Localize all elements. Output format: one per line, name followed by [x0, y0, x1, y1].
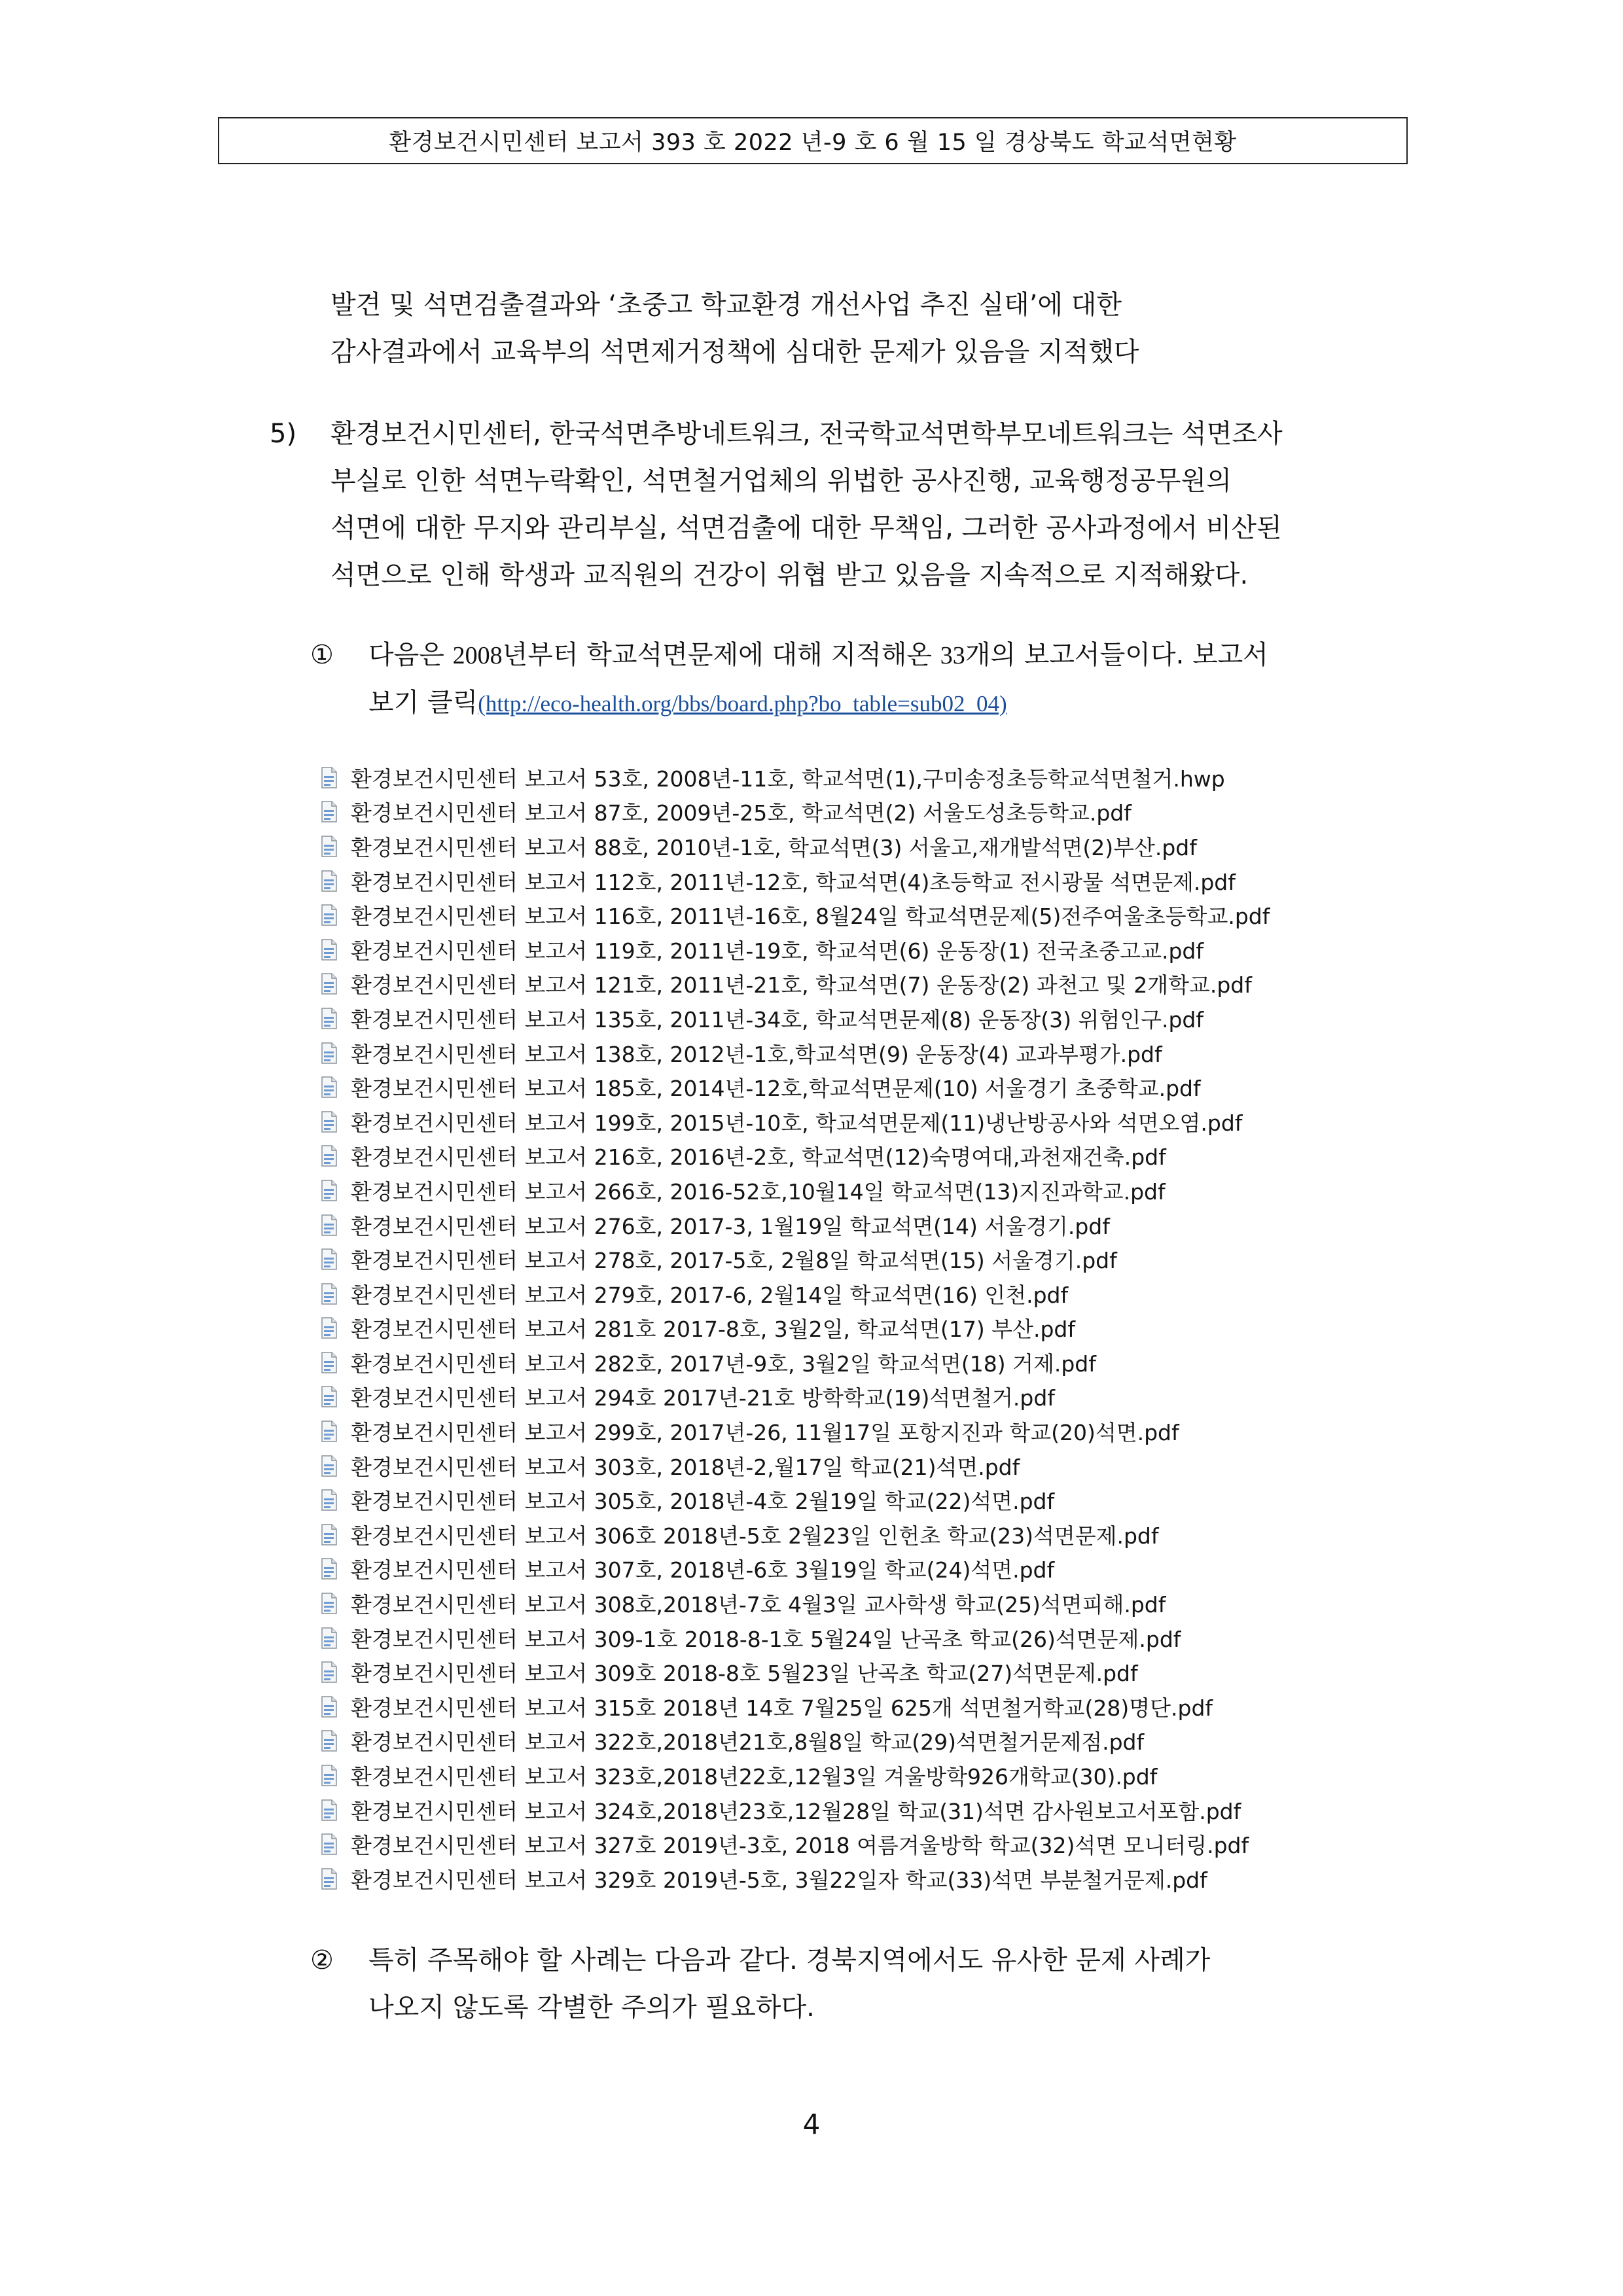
- item-5-line-4: 석면으로 인해 학생과 교직원의 건강이 위협 받고 있음을 지속적으로 지적해왔다.: [330, 560, 1249, 590]
- document-file-icon: [321, 1765, 338, 1786]
- report-file-name: 환경보건시민센터 보고서 309-1호 2018-8-1호 5월24일 난곡초 학교(26)석면문제.pdf: [351, 1626, 1181, 1652]
- document-file-icon: [321, 1593, 338, 1614]
- intro-paragraph: [330, 281, 1139, 376]
- report-file-item[interactable]: [321, 1793, 1381, 1828]
- document-file-icon: [321, 1008, 338, 1029]
- document-file-icon: [321, 1489, 338, 1511]
- report-file-name: 환경보건시민센터 보고서 135호, 2011년-34호, 학교석면문제(8) 운동장(3) 위험인구.pdf: [351, 1006, 1204, 1033]
- page-number: 4: [802, 2108, 821, 2140]
- report-file-item[interactable]: [321, 1414, 1381, 1449]
- report-file-name: 환경보건시민센터 보고서 315호 2018년 14호 7월25일 625개 석면철거학교(28)명단.pdf: [351, 1695, 1213, 1721]
- report-file-name: 환경보건시민센터 보고서 276호, 2017-3, 1월19일 학교석면(14) 서울경기.pdf: [351, 1213, 1110, 1239]
- report-file-name: 환경보건시민센터 보고서 324호,2018년23호,12월28일 학교(31)석면 감사원보고서포함.pdf: [351, 1798, 1241, 1824]
- document-file-icon: [321, 1868, 338, 1890]
- item-5-number: 5): [270, 419, 297, 449]
- document-file-icon: [321, 973, 338, 995]
- document-file-icon: [321, 1833, 338, 1855]
- report-file-name: 환경보건시민센터 보고서 279호, 2017-6, 2월14일 학교석면(16) 인천.pdf: [351, 1282, 1069, 1308]
- report-file-name: 환경보건시민센터 보고서 138호, 2012년-1호,학교석면(9) 운동장(4) 교과부평가.pdf: [351, 1041, 1162, 1067]
- sub-item-2-line-1: 특히 주목해야 할 사례는 다음과 같다. 경북지역에서도 유사한 문제 사례가: [368, 1945, 1211, 1975]
- report-file-name: 환경보건시민센터 보고서 121호, 2011년-21호, 학교석면(7) 운동장(2) 과천고 및 2개학교.pdf: [351, 972, 1252, 998]
- report-file-item[interactable]: [321, 898, 1381, 932]
- report-file-name: 환경보건시민센터 보고서 116호, 2011년-16호, 8월24일 학교석면문제(5)전주여울초등학교.pdf: [351, 904, 1270, 930]
- report-file-name: 환경보건시민센터 보고서 216호, 2016년-2호, 학교석면(12)숙명여대,과천재건축.pdf: [351, 1144, 1166, 1171]
- report-file-name: 환경보건시민센터 보고서 294호 2017년-21호 방학학교(19)석면철거.pdf: [351, 1385, 1055, 1411]
- sub-item-1-count: 33: [940, 642, 965, 669]
- report-file-item[interactable]: [321, 1173, 1381, 1208]
- report-file-item[interactable]: [321, 1311, 1381, 1346]
- sub-item-1-marker: ①: [310, 640, 334, 670]
- report-file-item[interactable]: [321, 1277, 1381, 1311]
- document-file-icon: [321, 1799, 338, 1821]
- document-file-icon: [321, 1455, 338, 1477]
- report-file-name: 환경보건시민센터 보고서 303호, 2018년-2,월17일 학교(21)석면.pdf: [351, 1454, 1020, 1480]
- report-file-item[interactable]: [321, 1104, 1381, 1139]
- report-file-item[interactable]: [321, 1586, 1381, 1621]
- report-file-item[interactable]: [321, 1380, 1381, 1415]
- document-file-icon: [321, 1696, 338, 1718]
- report-file-item[interactable]: [321, 1208, 1381, 1243]
- document-file-icon: [321, 870, 338, 892]
- sub-item-2-paragraph: [368, 1937, 1210, 2031]
- document-file-icon: [321, 1627, 338, 1649]
- sub-item-1-line-1: [368, 631, 1268, 679]
- report-file-name: 환경보건시민센터 보고서 185호, 2014년-12호,학교석면문제(10) 서울경기 초중학교.pdf: [351, 1076, 1201, 1102]
- sub-item-1-paragraph: [368, 631, 1268, 728]
- sub-item-1-year: 2008: [452, 642, 503, 669]
- document-file-icon: [321, 801, 338, 822]
- sub-item-2-marker: ②: [310, 1945, 334, 1975]
- document-file-icon: [321, 1145, 338, 1167]
- item-5-line-1: 환경보건시민센터, 한국석면추방네트워크, 전국학교석면학부모네트워크는 석면조사: [330, 419, 1283, 449]
- document-file-icon: [321, 1421, 338, 1442]
- report-file-name: 환경보건시민센터 보고서 53호, 2008년-11호, 학교석면(1),구미송정초등학교석면철거.hwp: [351, 766, 1225, 792]
- document-file-icon: [321, 1042, 338, 1064]
- item-5-paragraph: [330, 410, 1283, 599]
- report-file-item[interactable]: [321, 760, 1381, 795]
- report-file-item[interactable]: [321, 932, 1381, 967]
- report-file-item[interactable]: [321, 1001, 1381, 1036]
- report-file-name: 환경보건시민센터 보고서 306호 2018년-5호 2월23일 인헌초 학교(23)석면문제.pdf: [351, 1523, 1159, 1549]
- report-file-name: 환경보건시민센터 보고서 87호, 2009년-25호, 학교석면(2) 서울도성초등학교.pdf: [351, 800, 1132, 826]
- item-5-line-3: 석면에 대한 무지와 관리부실, 석면검출에 대한 무책임, 그러한 공사과정에서 비산된: [330, 513, 1282, 543]
- report-file-name: 환경보건시민센터 보고서 112호, 2011년-12호, 학교석면(4)초등학교 전시광물 석면문제.pdf: [351, 869, 1236, 895]
- report-file-item[interactable]: [321, 967, 1381, 1002]
- report-file-name: 환경보건시민센터 보고서 327호 2019년-3호, 2018 여름겨울방학 학교(32)석면 모니터링.pdf: [351, 1833, 1249, 1859]
- report-file-item[interactable]: [321, 1139, 1381, 1174]
- document-file-icon: [321, 836, 338, 857]
- report-file-item[interactable]: [321, 1862, 1381, 1896]
- report-file-item[interactable]: [321, 864, 1381, 898]
- report-file-item[interactable]: [321, 1758, 1381, 1793]
- report-file-name: 환경보건시민센터 보고서 307호, 2018년-6호 3월19일 학교(24)석면.pdf: [351, 1557, 1055, 1583]
- document-file-icon: [321, 1214, 338, 1236]
- report-file-item[interactable]: [321, 1827, 1381, 1862]
- report-file-item[interactable]: [321, 1483, 1381, 1517]
- report-file-name: 환경보건시민센터 보고서 88호, 2010년-1호, 학교석면(3) 서울고,재개발석면(2)부산.pdf: [351, 834, 1197, 860]
- sub-item-1-click-text: 보기 클릭: [368, 688, 478, 718]
- document-file-icon: [321, 1076, 338, 1098]
- report-file-name: 환경보건시민센터 보고서 278호, 2017-5호, 2월8일 학교석면(15) 서울경기.pdf: [351, 1248, 1117, 1274]
- report-file-item[interactable]: [321, 1552, 1381, 1587]
- document-file-icon: [321, 1317, 338, 1339]
- report-file-item[interactable]: [321, 1345, 1381, 1380]
- document-file-icon: [321, 767, 338, 788]
- report-file-name: 환경보건시민센터 보고서 266호, 2016-52호,10월14일 학교석면(13)지진과학교.pdf: [351, 1178, 1166, 1205]
- intro-line-2: 감사결과에서 교육부의 석면제거정책에 심대한 문제가 있음을 지적했다: [330, 337, 1139, 367]
- document-file-icon: [321, 1386, 338, 1407]
- running-header-text: 환경보건시민센터 보고서 393 호 2022 년-9 호 6 월 15 일 경상북도 학교석면현황: [389, 130, 1237, 156]
- report-file-item[interactable]: [321, 829, 1381, 864]
- document-file-icon: [321, 1661, 338, 1683]
- report-file-name: 환경보건시민센터 보고서 323호,2018년22호,12월3일 겨울방학926개학교(30).pdf: [351, 1764, 1158, 1790]
- report-file-name: 환경보건시민센터 보고서 281호 2017-8호, 3월2일, 학교석면(17) 부산.pdf: [351, 1316, 1075, 1343]
- report-file-name: 환경보건시민센터 보고서 329호 2019년-5호, 3월22일자 학교(33)석면 부분철거문제.pdf: [351, 1867, 1207, 1893]
- document-file-icon: [321, 1558, 338, 1580]
- intro-line-1: 발견 및 석면검출결과와 ‘초중고 학교환경 개선사업 추진 실태’에 대한: [330, 290, 1122, 320]
- report-file-item[interactable]: [321, 1036, 1381, 1070]
- report-file-item[interactable]: [321, 1689, 1381, 1724]
- document-file-icon: [321, 1111, 338, 1133]
- document-file-icon: [321, 904, 338, 926]
- document-file-icon: [321, 939, 338, 961]
- report-file-item[interactable]: [321, 1621, 1381, 1655]
- report-file-item[interactable]: [321, 1242, 1381, 1277]
- document-file-icon: [321, 1283, 338, 1305]
- report-file-name: 환경보건시민센터 보고서 199호, 2015년-10호, 학교석면문제(11)냉난방공사와 석면오염.pdf: [351, 1110, 1243, 1136]
- report-file-item[interactable]: [321, 1449, 1381, 1483]
- document-file-icon: [321, 1352, 338, 1373]
- report-file-item[interactable]: [321, 1070, 1381, 1104]
- document-file-icon: [321, 1248, 338, 1270]
- report-file-name: 환경보건시민센터 보고서 305호, 2018년-4호 2월19일 학교(22)석면.pdf: [351, 1489, 1055, 1515]
- report-file-name: 환경보건시민센터 보고서 309호 2018-8호 5월23일 난곡초 학교(27)석면문제.pdf: [351, 1661, 1138, 1687]
- sub-item-1-text-c: 개의 보고서들이다. 보고서: [965, 640, 1268, 670]
- sub-item-1-line-2: [368, 679, 1268, 728]
- document-file-icon: [321, 1180, 338, 1201]
- report-file-name: 환경보건시민센터 보고서 308호,2018년-7호 4월3일 교사학생 학교(25)석면피해.pdf: [351, 1592, 1166, 1618]
- reports-board-link[interactable]: (http://eco-health.org/bbs/board.php?bo_table=sub02_04): [478, 691, 1007, 716]
- running-header: [218, 117, 1408, 164]
- report-file-item[interactable]: [321, 795, 1381, 830]
- report-file-item[interactable]: [321, 1517, 1381, 1552]
- report-file-name: 환경보건시민센터 보고서 282호, 2017년-9호, 3월2일 학교석면(18) 거제.pdf: [351, 1351, 1096, 1377]
- report-file-list: [321, 760, 1381, 1896]
- sub-item-2-line-2: 나오지 않도록 각별한 주의가 필요하다.: [368, 1992, 815, 2022]
- report-file-item[interactable]: [321, 1655, 1381, 1689]
- report-file-name: 환경보건시민센터 보고서 322호,2018년21호,8월8일 학교(29)석면철거문제점.pdf: [351, 1729, 1145, 1756]
- document-file-icon: [321, 1524, 338, 1545]
- sub-item-1-text-b: 년부터 학교석면문제에 대해 지적해온: [502, 640, 940, 670]
- sub-item-1-text-a: 다음은: [368, 640, 453, 670]
- report-file-name: 환경보건시민센터 보고서 299호, 2017년-26, 11월17일 포항지진과 학교(20)석면.pdf: [351, 1420, 1179, 1446]
- report-file-name: 환경보건시민센터 보고서 119호, 2011년-19호, 학교석면(6) 운동장(1) 전국초중고교.pdf: [351, 938, 1204, 964]
- report-file-item[interactable]: [321, 1724, 1381, 1759]
- item-5-line-2: 부실로 인한 석면누락확인, 석면철거업체의 위법한 공사진행, 교육행정공무원의: [330, 466, 1232, 496]
- document-file-icon: [321, 1730, 338, 1752]
